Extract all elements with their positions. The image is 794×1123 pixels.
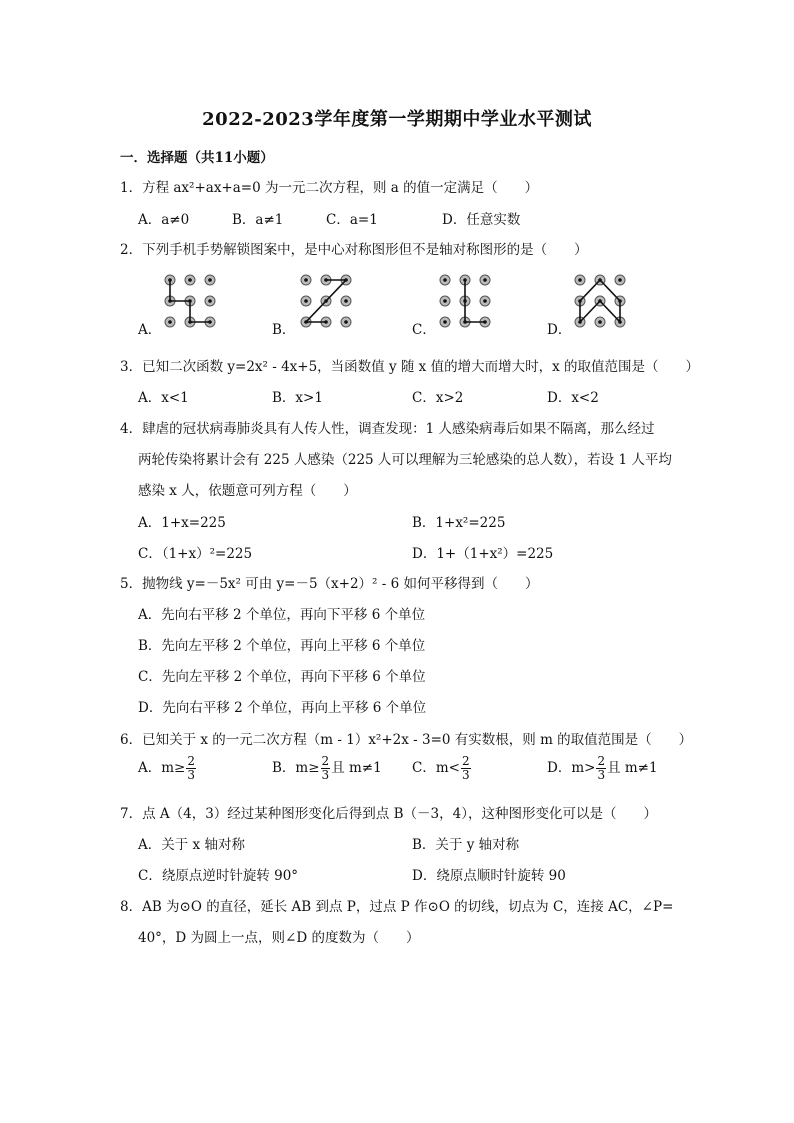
unlock-pattern-d-image	[570, 272, 632, 330]
question-6-option-d-label: D．m>	[547, 760, 596, 776]
fraction-two-thirds: $\frac{2}{3}$	[187, 754, 196, 782]
question-5-option-b: B．先向左平移 2 个单位，再向上平移 6 个单位	[138, 638, 426, 654]
question-7-option-b: B．关于 y 轴对称	[412, 837, 520, 853]
question-5-option-a: A．先向右平移 2 个单位，再向下平移 6 个单位	[138, 607, 426, 623]
question-7-option-d: D．绕原点顺时针旋转 90	[412, 868, 566, 884]
question-5-stem: 5．抛物线 y=－5x² 可由 y=－5（x+2）² - 6 如何平移得到（ ）	[120, 576, 539, 592]
question-1-stem: 1．方程 ax²+ax+a=0 为一元二次方程，则 a 的值一定满足（ ）	[120, 180, 539, 196]
question-7-option-c: C．绕原点逆时针旋转 90°	[138, 868, 299, 884]
question-4-option-b: B．1+x²=225	[412, 515, 506, 531]
question-6-option-c-label: C．m<	[412, 760, 460, 776]
section-heading: 一．选择题（共11小题）	[120, 150, 274, 166]
question-2-option-c: C．	[412, 322, 436, 338]
question-3-option-b: B．x>1	[272, 390, 323, 406]
question-3-option-c: C．x>2	[412, 390, 464, 406]
unlock-pattern-c-image	[435, 272, 497, 330]
question-6-option-a-label: A．m≥	[138, 760, 186, 776]
question-3-option-a: A．x<1	[138, 390, 189, 406]
question-6-option-b-suffix: 且 m≠1	[331, 760, 382, 776]
question-1-option-b: B．a≠1	[232, 212, 284, 228]
question-1-option-c: C．a=1	[326, 212, 378, 228]
question-8-stem-line1: 8．AB 为⊙O 的直径，延长 AB 到点 P，过点 P 作⊙O 的切线，切点为 C，连接 AC，∠P=	[120, 899, 674, 915]
question-4-option-a: A．1+x=225	[138, 515, 226, 531]
question-6-option-b	[272, 755, 382, 782]
fraction-two-thirds: $\frac{2}{3}$	[461, 754, 470, 782]
question-1-option-a: A．a≠0	[138, 212, 190, 228]
page-title: 2022-2023学年度第一学期期中学业水平测试	[202, 109, 592, 130]
question-4-stem-line3: 感染 x 人，依题意可列方程（ ）	[138, 483, 357, 499]
question-1-option-d: D．任意实数	[442, 212, 521, 228]
question-4-stem-line1: 4．肆虐的冠状病毒肺炎具有人传人性，调查发现：1 人感染病毒后如果不隔离，那么经过	[120, 421, 655, 437]
question-7-stem: 7．点 A（4，3）经过某种图形变化后得到点 B（－3，4），这种图形变化可以是（ ）	[120, 806, 657, 822]
fraction-two-thirds: $\frac{2}{3}$	[321, 754, 330, 782]
question-2-stem: 2．下列手机手势解锁图案中，是中心对称图形但不是轴对称图形的是（ ）	[120, 242, 588, 258]
question-4-stem-line2: 两轮传染将累计会有 225 人感染（225 人可以理解为三轮感染的总人数），若设 1 人平均	[138, 452, 672, 468]
question-4-option-d: D．1+（1+x²）=225	[412, 546, 554, 562]
question-3-option-d: D．x<2	[547, 390, 599, 406]
question-5-option-d: D．先向右平移 2 个单位，再向上平移 6 个单位	[138, 700, 427, 716]
question-6-option-c	[412, 755, 472, 782]
unlock-pattern-b-image	[296, 272, 358, 330]
question-5-option-c: C．先向左平移 2 个单位，再向下平移 6 个单位	[138, 669, 426, 685]
question-2-option-a: A．	[138, 322, 162, 338]
question-6-option-d-suffix: 且 m≠1	[607, 760, 658, 776]
fraction-two-thirds: $\frac{2}{3}$	[597, 754, 606, 782]
question-6-stem: 6．已知关于 x 的一元二次方程（m - 1）x²+2x - 3=0 有实数根，则 m 的取值范围是（ ）	[120, 732, 693, 748]
unlock-pattern-a-image	[160, 272, 222, 330]
question-6-option-b-label: B．m≥	[272, 760, 320, 776]
question-6-option-a	[138, 755, 197, 782]
question-3-stem: 3．已知二次函数 y=2x² - 4x+5，当函数值 y 随 x 值的增大而增大时，x 的取值范围是（ ）	[120, 359, 699, 375]
question-8-stem-line2: 40°，D 为圆上一点，则∠D 的度数为（ ）	[138, 930, 420, 946]
question-2-option-d: D．	[547, 322, 572, 338]
question-7-option-a: A．关于 x 轴对称	[138, 837, 245, 853]
question-2-option-b: B．	[272, 322, 296, 338]
question-4-option-c: C．（1+x）²=225	[138, 546, 253, 562]
question-6-option-d	[547, 755, 658, 782]
